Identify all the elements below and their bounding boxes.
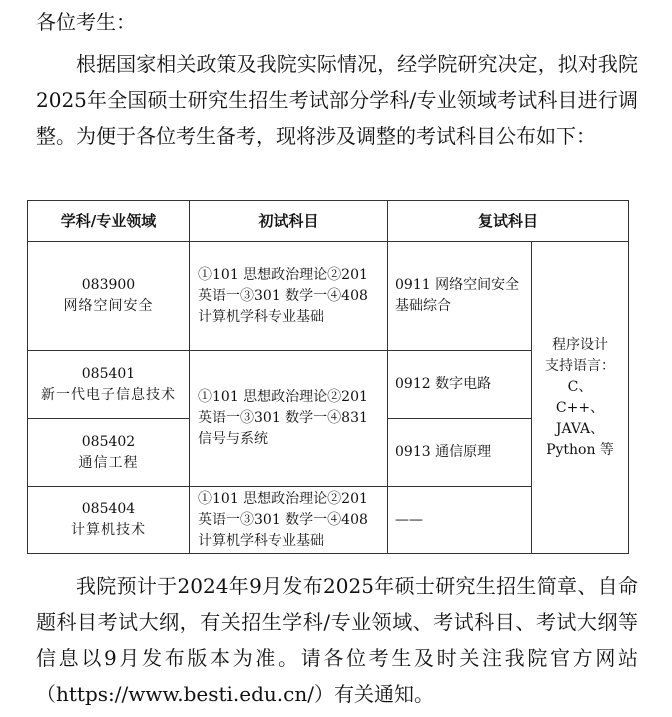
discipline-code: 085404	[81, 501, 136, 517]
retest-subject: 0911 网络空间安全基础综合	[388, 242, 532, 351]
exam-subjects-table	[27, 200, 629, 554]
retest-subject: 0913 通信原理	[388, 419, 532, 487]
table-header-row	[28, 201, 629, 242]
discipline-cell	[28, 242, 190, 351]
header-discipline: 学科/专业领域	[28, 201, 190, 242]
retest-subject: ——	[388, 487, 532, 554]
discipline-name: 新一代电子信息技术	[41, 386, 176, 403]
header-first-exam: 初试科目	[190, 201, 388, 242]
discipline-code: 083900	[81, 277, 136, 293]
first-exam-subjects: ①101 思想政治理论②201 英语一③301 数学一④408 计算机学科专业基础	[190, 242, 388, 351]
first-exam-subjects: ①101 思想政治理论②201 英语一③301 数学一④831 信号与系统	[190, 351, 388, 487]
discipline-name: 计算机技术	[71, 522, 146, 538]
discipline-cell	[28, 351, 190, 419]
discipline-name: 网络空间安全	[63, 298, 154, 314]
discipline-name: 通信工程	[78, 454, 139, 471]
header-retest: 复试科目	[388, 201, 629, 242]
salutation: 各位考生：	[36, 10, 136, 34]
programming-languages-cell	[532, 242, 629, 554]
language-line: 支持语言：	[545, 357, 615, 374]
language-line: 程序设计	[552, 336, 608, 353]
closing-paragraph: 我院预计于2024年9月发布2025年硕士研究生招生简章、自命题科目考试大纲，有关招生学科/专业领域、考试科目、考试大纲等信息以9月发布版本为准。请各位考生及时关注我院官方网站（https://www.besti.edu.cn/）有关通知。	[36, 574, 638, 706]
language-line: Python 等	[546, 441, 614, 458]
language-line: C、	[567, 378, 593, 395]
discipline-code: 085402	[81, 433, 136, 450]
discipline-code: 085401	[81, 365, 136, 382]
table-row	[28, 242, 629, 351]
discipline-cell	[28, 419, 190, 487]
language-line: JAVA、	[555, 420, 605, 437]
first-exam-subjects: ①101 思想政治理论②201 英语一③301 数学一④408 计算机学科专业基础	[190, 487, 388, 554]
intro-paragraph: 根据国家相关政策及我院实际情况，经学院研究决定，拟对我院2025年全国硕士研究生招生考试部分学科/专业领域考试科目进行调整。为便于各位考生备考，现将涉及调整的考试科目公布如下：	[36, 52, 638, 148]
retest-subject: 0912 数字电路	[388, 351, 532, 419]
discipline-cell	[28, 487, 190, 554]
language-line: C++、	[555, 399, 605, 416]
